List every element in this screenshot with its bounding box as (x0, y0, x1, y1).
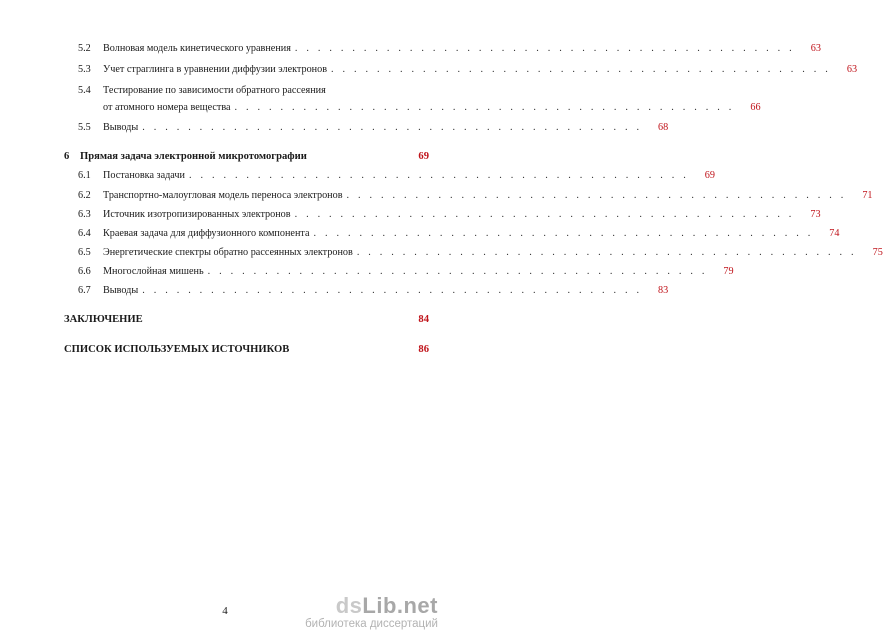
toc-number: 6.7 (78, 285, 91, 296)
toc-title: Краевая задача для диффузионного компонента (103, 228, 310, 239)
toc-page-link[interactable]: 75 (872, 247, 883, 258)
toc-number: 6.3 (78, 209, 91, 220)
toc-page-link[interactable]: 63 (846, 64, 858, 75)
toc-leader: . . . . . . . . . . . . . . . . . . . . . . . . . . . . . . . . . . . . . . . . . . . . (356, 247, 857, 258)
page-number: 4 (222, 605, 228, 617)
toc-title: Выводы (103, 285, 139, 296)
toc-page-link[interactable]: 83 (658, 285, 669, 296)
toc-page-link[interactable]: 73 (810, 209, 821, 220)
toc-leader: . . . . . . . . . . . . . . . . . . . . . . . . . . . . . . . . . . . . . . . . . . . . (294, 43, 795, 54)
toc-page-link[interactable]: 69 (704, 170, 715, 181)
toc-entry-5-4[interactable] (64, 84, 429, 98)
toc-entry-6-1[interactable] (64, 169, 715, 183)
toc-entry-5-4-continued[interactable] (64, 101, 761, 115)
toc-entry-6-4[interactable] (64, 227, 840, 241)
toc-page-link[interactable]: 68 (658, 122, 669, 133)
toc-title: Учет страглинга в уравнении диффузии электронов (103, 64, 328, 75)
toc-page-link[interactable]: 79 (723, 266, 734, 277)
toc-leader: . . . . . . . . . . . . . . . . . . . . . . . . . . . . . . . . . . . . . . . . . . . . (346, 190, 847, 201)
toc-title: Выводы (103, 122, 139, 133)
toc-entry-6-3[interactable] (64, 208, 821, 222)
toc-leader: . . . . . . . . . . . . . . . . . . . . . . . . . . . . . . . . . . . . . . . . . . . . (331, 64, 832, 75)
dslib-logo: dsLib.net (335, 593, 438, 618)
dslib-watermark (305, 595, 438, 631)
toc-title: от атомного номера вещества (103, 102, 231, 113)
toc-number: 6 (64, 151, 70, 162)
toc-number: 6.4 (78, 228, 91, 239)
toc-entry-6-2[interactable] (64, 189, 873, 203)
toc-number: 6.6 (78, 266, 91, 277)
toc-number: 5.2 (78, 43, 91, 54)
toc-page-link[interactable]: 71 (862, 190, 873, 201)
toc-title: Прямая задача электронной микротомографии (80, 151, 307, 162)
toc-entry-5-3[interactable] (64, 63, 858, 77)
toc-entry-6-5[interactable] (64, 246, 883, 260)
toc-page-link[interactable]: 74 (829, 228, 840, 239)
toc-page-link[interactable]: 84 (418, 314, 429, 325)
toc-leader: . . . . . . . . . . . . . . . . . . . . . . . . . . . . . . . . . . . . . . . . . . . . (188, 170, 689, 181)
toc-number: 6.2 (78, 190, 91, 201)
toc-leader: . . . . . . . . . . . . . . . . . . . . . . . . . . . . . . . . . . . . . . . . . . . . (294, 209, 795, 220)
toc-leader: . . . . . . . . . . . . . . . . . . . . . . . . . . . . . . . . . . . . . . . . . . . . (313, 228, 814, 239)
toc-title: Многослойная мишень (103, 266, 204, 277)
toc-entry-5-2[interactable] (64, 42, 821, 56)
toc-number: 5.5 (78, 122, 91, 133)
toc-leader: . . . . . . . . . . . . . . . . . . . . . . . . . . . . . . . . . . . . . . . . . . . . (142, 285, 643, 296)
toc-leader: . . . . . . . . . . . . . . . . . . . . . . . . . . . . . . . . . . . . . . . . . . . . (207, 266, 708, 277)
toc-title: Источник изотропизированных электронов (103, 209, 291, 220)
toc-conclusion[interactable] (64, 313, 429, 327)
toc-number: 6.5 (78, 247, 91, 258)
toc-references[interactable] (64, 343, 429, 357)
toc-entry-6-6[interactable] (64, 265, 734, 279)
toc-title: Транспортно-малоугловая модель переноса электронов (103, 190, 343, 201)
toc-title: Постановка задачи (103, 170, 185, 181)
toc-title: Волновая модель кинетического уравнения (103, 43, 291, 54)
toc-title: Тестирование по зависимости обратного рассеяния (103, 85, 326, 96)
toc-page-link[interactable]: 66 (750, 102, 761, 113)
toc-chapter-6[interactable] (64, 150, 429, 164)
toc-leader: . . . . . . . . . . . . . . . . . . . . . . . . . . . . . . . . . . . . . . . . . . . . (142, 122, 643, 133)
watermark-subtitle: библиотека диссертаций (305, 618, 438, 630)
toc-title: ЗАКЛЮЧЕНИЕ (64, 314, 143, 325)
toc-number: 5.3 (78, 64, 91, 75)
toc-leader: . . . . . . . . . . . . . . . . . . . . . . . . . . . . . . . . . . . . . . . . . . . . (234, 102, 735, 113)
toc-number: 5.4 (78, 85, 91, 96)
toc-title: СПИСОК ИСПОЛЬЗУЕМЫХ ИСТОЧНИКОВ (64, 344, 290, 355)
toc-entry-5-5[interactable] (64, 121, 669, 135)
toc-page-link[interactable]: 63 (810, 43, 821, 54)
toc-entry-6-7[interactable] (64, 284, 669, 298)
toc-page-link[interactable]: 69 (418, 151, 429, 162)
toc-number: 6.1 (78, 170, 91, 181)
toc-page-link[interactable]: 86 (418, 344, 429, 355)
toc-title: Энергетические спектры обратно рассеянных электронов (103, 247, 353, 258)
